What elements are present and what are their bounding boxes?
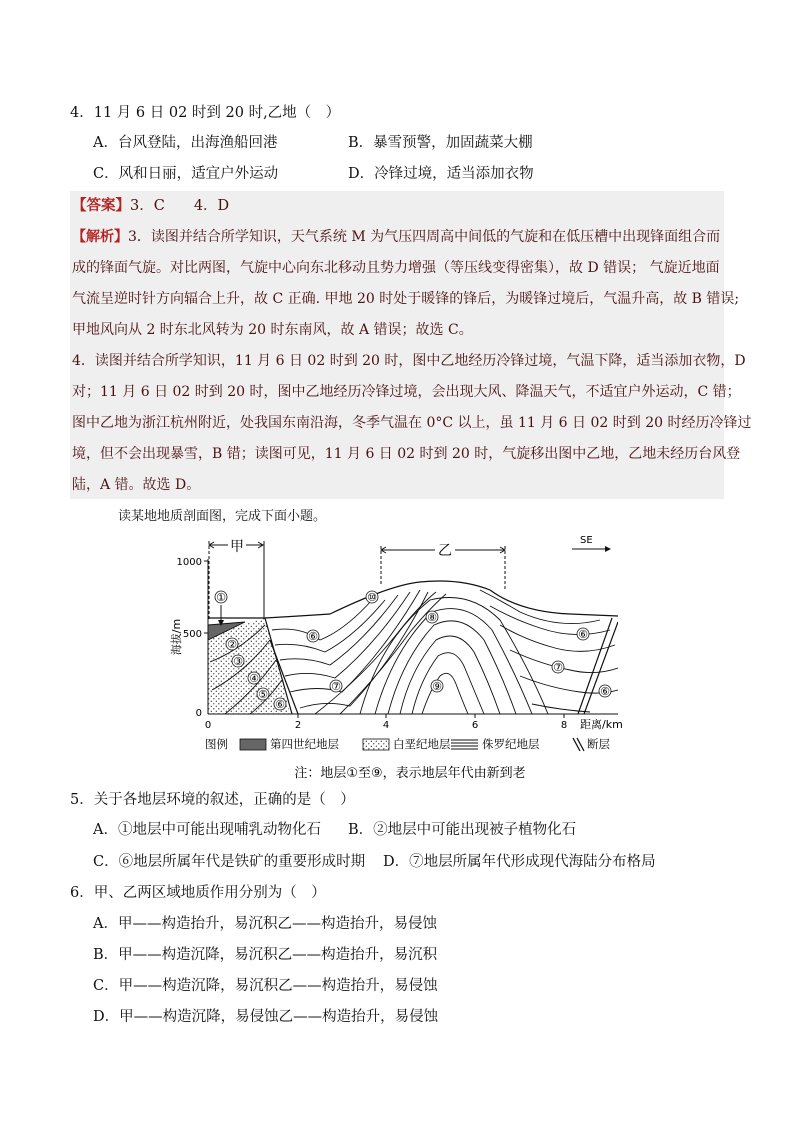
analysis-line-4: 甲地风向从 2 时东北风转为 20 时东南风，故 A 错误；故选 C。: [72, 322, 473, 338]
legend-swatch-jurassic: [451, 740, 478, 749]
x-tick-4: 4: [382, 720, 390, 731]
layer-label-6d: ⑥: [600, 685, 610, 698]
q6-option-d: D．甲——构造沉降，易侵蚀乙——构造抬升，易侵蚀: [93, 1009, 439, 1025]
analysis-line-5: 4．读图并结合所学知识，11 月 6 日 02 时到 20 时，图中乙地经历冷锋过境，气温下降，适当添加衣物，D: [72, 353, 746, 369]
analysis-text-1: 3．读图并结合所学知识，天气系统 M 为气压四周高中间低的气旋和在低压槽中出现锋面组合而: [128, 229, 721, 245]
layer-label-6b: ⑥: [308, 630, 318, 643]
legend-jurassic: 侏罗纪地层: [482, 737, 540, 751]
answer-line: [72, 196, 229, 216]
q5-option-d: D．⑦地层所属年代形成现代海陆分布格局: [383, 854, 656, 870]
q5-option-a: A．①地层中可能出现哺乳动物化石: [93, 822, 321, 838]
legend-cretaceous: 白垩纪地层: [393, 737, 451, 751]
y-tick-500: 500: [182, 629, 202, 640]
q6-option-c: C．甲——构造沉降，易沉积乙——构造抬升，易侵蚀: [93, 978, 438, 994]
layer-label-3: ③: [233, 655, 243, 668]
legend-swatch-quaternary: [240, 739, 266, 750]
yi-label: 乙: [438, 543, 452, 559]
figure-note: 注：地层①至⑨，表示地层年代由新到老: [294, 766, 526, 781]
legend-fault: 断层: [587, 737, 610, 751]
layer-label-6c: ⑥: [578, 628, 588, 641]
analysis-tag: 【解析】: [72, 229, 128, 245]
q4-stem: 4．11 月 6 日 02 时到 20 时,乙地（ ）: [70, 105, 341, 121]
legend-swatch-fault: [573, 738, 584, 751]
layer-label-7b: ⑦: [553, 661, 563, 674]
q5-option-b: B．②地层中可能出现被子植物化石: [348, 822, 577, 838]
q4-option-c: C．风和日丽，适宜户外运动: [93, 166, 279, 182]
layer-label-9: ⑨: [432, 680, 442, 693]
layer-label-10: ⑩: [367, 591, 377, 604]
x-tick-0: 0: [204, 720, 212, 731]
analysis-line-3: 气流呈逆时针方向辐合上升，故 C 正确. 甲地 20 时处于暖锋的锋后，为暖锋过境后，气温升高，故 B 错误;: [72, 291, 740, 307]
analysis-line-1: [72, 227, 720, 247]
answer-tag: 【答案】: [72, 197, 130, 214]
q4-option-d: D．冷锋过境，适当添加衣物: [348, 166, 534, 182]
layer-label-4: ④: [249, 672, 259, 685]
ground-surface: [208, 581, 618, 618]
layer-label-2: ②: [227, 638, 237, 651]
q6-stem: 6．甲、乙两区域地质作用分别为（ ）: [70, 885, 326, 901]
x-tick-6: 6: [471, 720, 479, 731]
analysis-line-7: 图中乙地为浙江杭州附近，处我国东南沿海，冬季气温在 0°C 以上，虽 11 月 6 日 02 时到 20 时经历冷锋过: [72, 415, 752, 431]
q4-option-a: A．台风登陆，出海渔船回港: [93, 135, 278, 151]
layer-label-5: ⑤: [258, 688, 268, 701]
se-label: SE: [580, 535, 593, 546]
analysis-line-9: 陆，A 错。故选 D。: [72, 477, 201, 493]
analysis-line-2: 成的锋面气旋。对比两图，气旋中心向东北移动且势力增强（等压线变得密集），故 D 错误； 气旋近地面: [72, 260, 720, 276]
geologic-section-figure: [160, 530, 640, 788]
layer-label-8: ⑧: [427, 611, 437, 624]
q6-option-b: B．甲——构造沉降，易沉积乙——构造抬升，易沉积: [93, 947, 438, 963]
jia-label: 甲: [230, 539, 244, 555]
layer-label-6a: ⑥: [275, 698, 285, 711]
answer-text: 3．C 4．D: [130, 198, 230, 214]
y-tick-0: 0: [195, 708, 202, 719]
y-axis-label: 海拔/m: [170, 618, 183, 656]
q6-option-a: A．甲——构造抬升，易沉积乙——构造抬升，易侵蚀: [93, 916, 437, 932]
y-tick-1000: 1000: [176, 557, 202, 568]
layer-label-1: ①: [216, 591, 226, 604]
q4-option-b: B．暴雪预警，加固蔬菜大棚: [348, 135, 533, 151]
legend-title: 图例: [205, 737, 228, 751]
se-arrow-icon: [572, 546, 611, 552]
figure-legend: [205, 737, 610, 751]
x-axis-unit: 距离/km: [580, 718, 623, 731]
q5-option-c: C．⑥地层所属年代是铁矿的重要形成时期: [93, 854, 366, 870]
figure-intro: 读某地地质剖面图，完成下面小题。: [118, 509, 327, 524]
analysis-line-8: 境，但不会出现暴雪，B 错；读图可见，11 月 6 日 02 时到 20 时，气旋移出图中乙地，乙地未经历台风登: [72, 446, 741, 462]
layer-label-7a: ⑦: [331, 680, 341, 693]
legend-swatch-cretaceous: [363, 739, 389, 750]
x-tick-8: 8: [560, 720, 568, 731]
q5-stem: 5．关于各地层环境的叙述，正确的是（ ）: [70, 792, 355, 808]
x-tick-2: 2: [294, 720, 302, 731]
analysis-line-6: 对；11 月 6 日 02 时到 20 时，图中乙地经历冷锋过境，会出现大风、降温天气，不适宜户外运动，C 错；: [72, 384, 741, 400]
legend-quaternary: 第四世纪地层: [270, 737, 339, 751]
strata: [208, 590, 618, 714]
